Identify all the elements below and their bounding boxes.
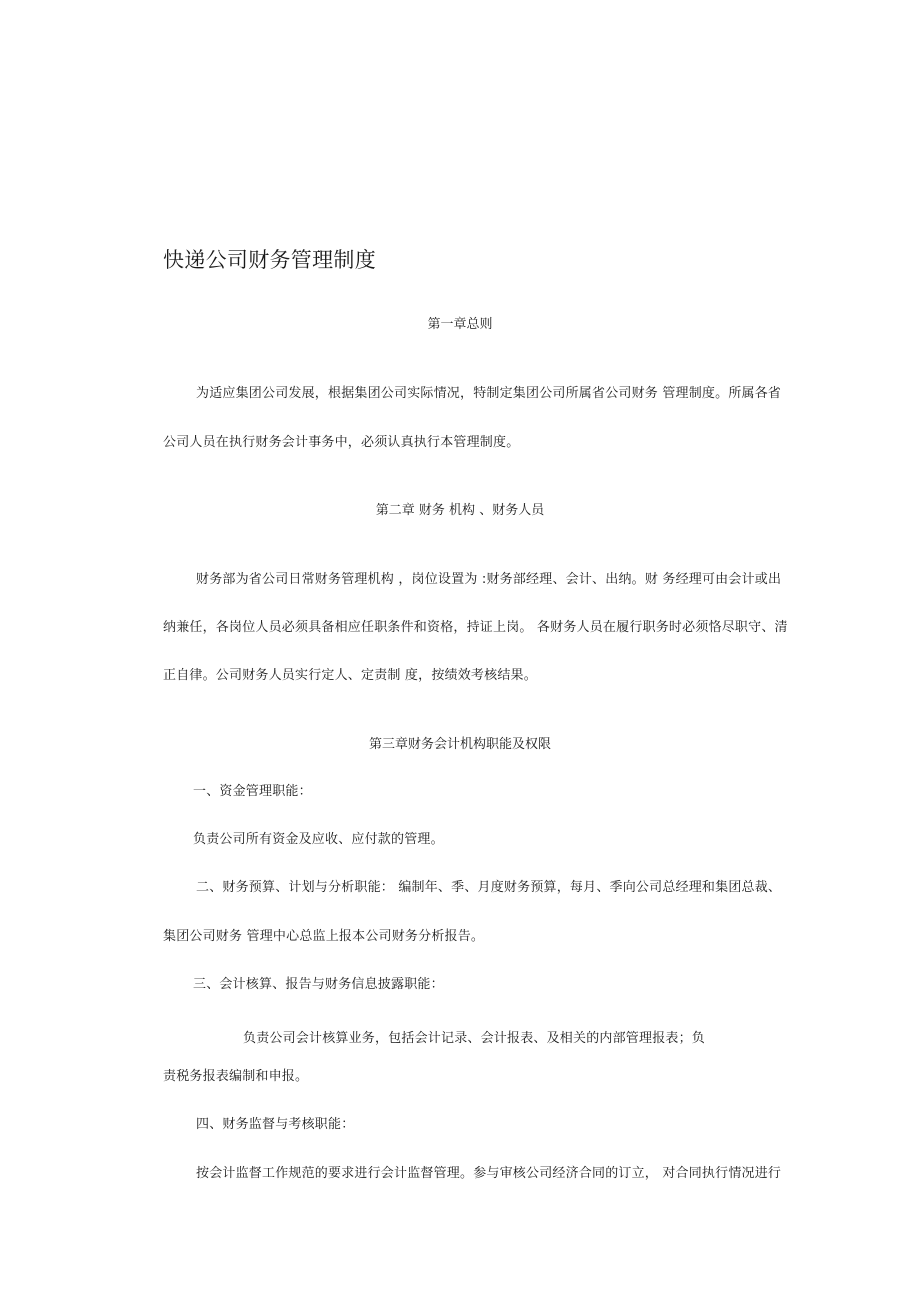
item-2-line-1: 二、财务预算、计划与分析职能： 编制年、季、月度财务预算，每月、季向公司总经理和集团总裁、 [196, 880, 782, 895]
item-1-body: 负责公司所有资金及应收、应付款的管理。 [193, 832, 444, 847]
document-title: 快递公司财务管理制度 [163, 248, 376, 272]
item-3-heading: 三、会计核算、报告与财务信息披露职能： [193, 977, 444, 992]
chapter-1-paragraph-line-1: 为适应集团公司发展，根据集团公司实际情况，特制定集团公司所属省公司财务 管理制度。所属各省 [196, 386, 782, 401]
chapter-2-paragraph-line-2: 纳兼任，各岗位人员必须具备相应任职条件和资格，持证上岗。 各财务人员在履行职务时必须恪尽职守、清 [163, 620, 788, 635]
chapter-2-paragraph-line-1: 财务部为省公司日常财务管理机构 ，岗位设置为 :财务部经理、会计、出纳。财 务经理可由会计或出 [196, 572, 782, 587]
chapter-3-heading: 第三章财务会计机构职能及权限 [368, 737, 551, 752]
item-3-line-1: 负责公司会计核算业务，包括会计记录、会计报表、及相关的内部管理报表；负 [243, 1031, 706, 1046]
chapter-1-paragraph-line-2: 公司人员在执行财务会计事务中，必须认真执行本管理制度。 [163, 435, 520, 450]
item-3-line-2: 责税务报表编制和申报。 [163, 1069, 309, 1084]
item-4-heading: 四、财务监督与考核职能： [196, 1117, 355, 1132]
chapter-2-heading: 第二章 财务 机构 、财务人员 [375, 503, 545, 518]
item-4-line-1: 按会计监督工作规范的要求进行会计监督管理。参与审核公司经济合同的订立， 对合同执行情况进行 [196, 1166, 782, 1181]
chapter-2-paragraph-line-3: 正自律。公司财务人员实行定人、定责制 度，按绩效考核结果。 [163, 668, 537, 683]
item-2-line-2: 集团公司财务 管理中心总监上报本公司财务分析报告。 [163, 929, 485, 944]
chapter-1-heading: 第一章总则 [427, 317, 493, 332]
item-1-heading: 一、资金管理职能： [193, 784, 312, 799]
